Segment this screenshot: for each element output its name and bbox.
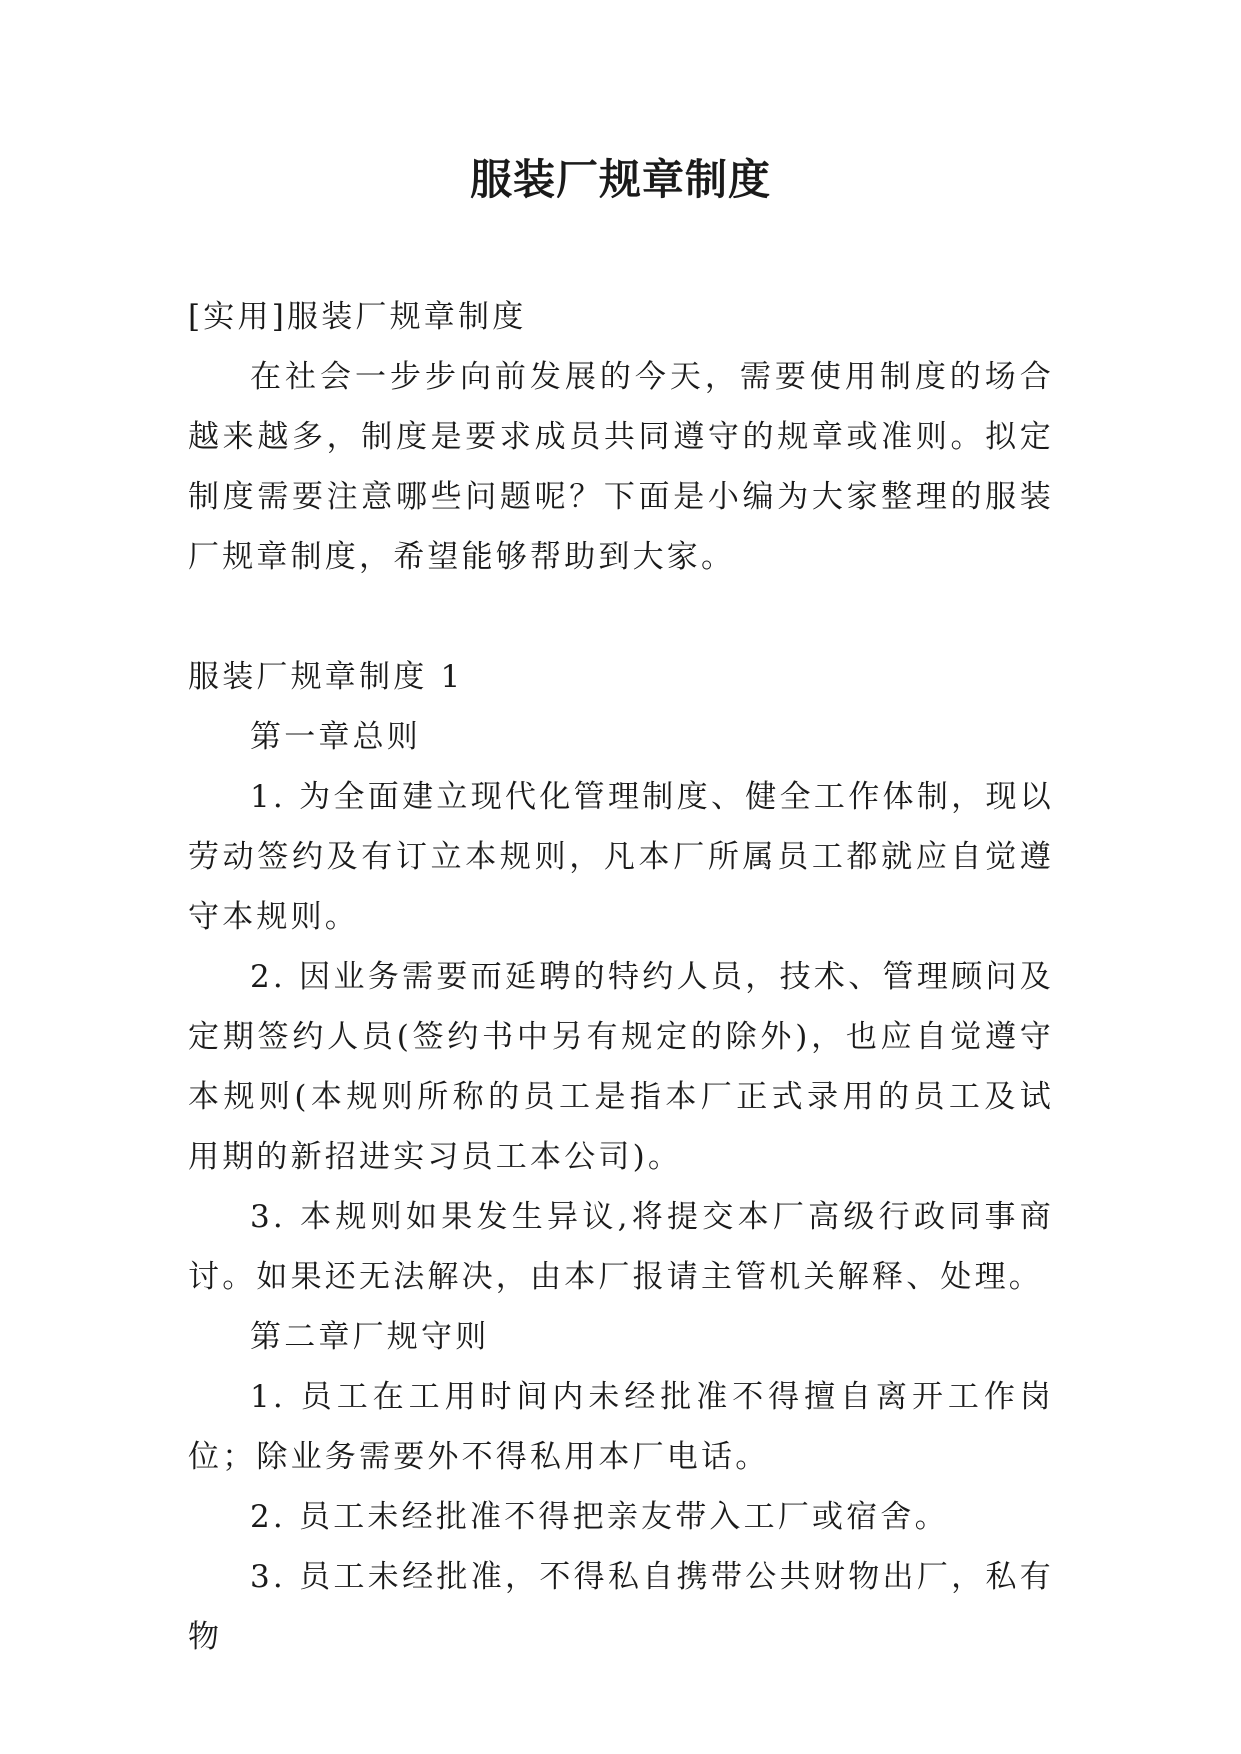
chapter-2-item-1: 1. 员工在工用时间内未经批准不得擅自离开工作岗位；除业务需要外不得私用本厂电话。 — [188, 1379, 1054, 1475]
chapter-2-item-2: 2. 员工未经批准不得把亲友带入工厂或宿舍。 — [250, 1499, 949, 1535]
chapter-1-item-2: 2. 因业务需要而延聘的特约人员，技术、管理顾问及定期签约人员(签约书中另有规定的除外)，也应自觉遵守本规则(本规则所称的员工是指本厂正式录用的员工及试用期的新招进实习员工本公司)。 — [188, 959, 1054, 1175]
intro-paragraph: 在社会一步步向前发展的今天，需要使用制度的场合越来越多，制度是要求成员共同遵守的规章或准则。拟定制度需要注意哪些问题呢？下面是小编为大家整理的服装厂规章制度，希望能够帮助到大家。 — [188, 359, 1054, 575]
document-title: 服装厂规章制度 — [469, 155, 771, 204]
chapter-2-item-3: 3. 员工未经批准，不得私自携带公共财物出厂，私有物 — [188, 1559, 1054, 1655]
chapter-2-heading: 第二章厂规守则 — [250, 1319, 490, 1355]
chapter-1-heading: 第一章总则 — [250, 719, 421, 755]
document-body — [188, 287, 1054, 1667]
chapter-1-item-3: 3. 本规则如果发生异议,将提交本厂高级行政同事商讨。如果还无法解决，由本厂报请主管机关解释、处理。 — [188, 1199, 1054, 1295]
chapter-1-item-1: 1. 为全面建立现代化管理制度、健全工作体制，现以劳动签约及有订立本规则，凡本厂所属员工都就应自觉遵守本规则。 — [188, 779, 1054, 935]
section-title: 服装厂规章制度 1 — [188, 659, 464, 695]
document-subtitle: [实用]服装厂规章制度 — [188, 299, 527, 335]
